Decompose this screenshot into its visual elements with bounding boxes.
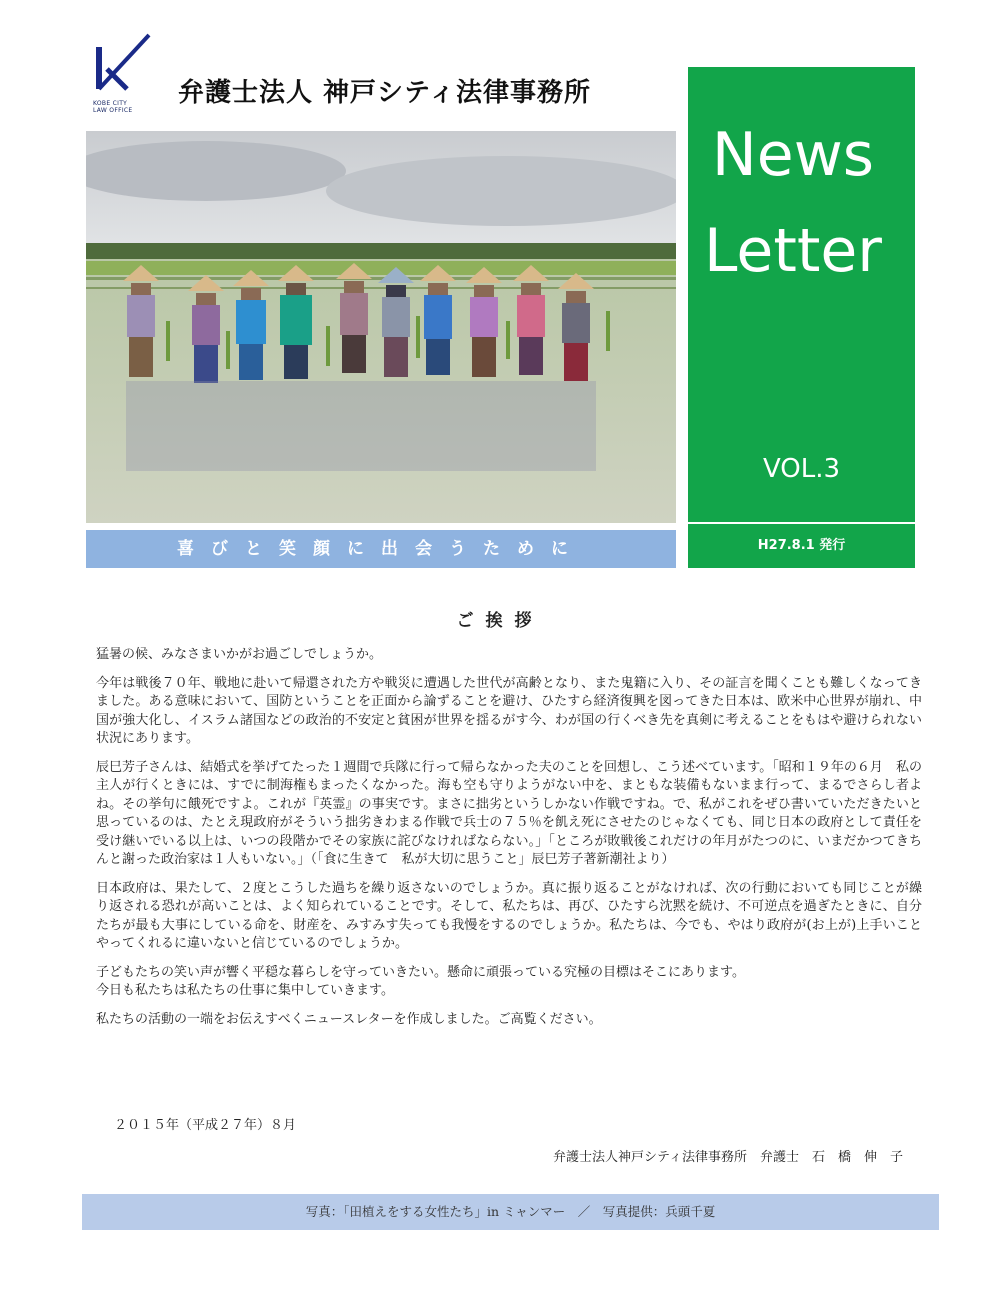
greeting-paragraph: 辰巳芳子さんは、結婚式を挙げてたった１週間で兵隊に行って帰らなかった夫のことを回想し、こう述べています。「昭和１９年の６月 私の主人が行くときには、すでに制海権もまったくなかった。海も空も守りようがない中を、まともな装備もないまま行って、まるでさらし者よね。その挙句に餓死ですよ。これが『英霊』の事実です。まさに拙劣というしかない作戦ですね。で、私がこれをぜひ書いていただきたいと思っているのは、たとえ現政府がそういう拙劣きわまる作戦で兵士の７５％を飢え死にさせたのじゃなくても、同じ日本の政府として責任を受け継いでいる以上は、いつの段階かでその家族に詫びなければならない。」「ところが敗戦後これだけの年月がたつのに、いまだかつてきちんと謝った政治家は１人もいない。」（「食に生きて 私が大切に思うこと」辰巳芳子著新潮社より） (96, 759, 922, 867)
greeting-paragraph: 日本政府は、果たして、２度とこうした過ちを繰り返さないのでしょうか。真に振り返ることがなければ、次の行動においても同じことが繰り返される恐れが高いことは、よく知られていることです。そして、私たちは、再び、ひたすら沈黙を続け、不可逆点を過ぎたときに、自分たちが最も大事にしている命を、財産を、みすみす失っても我慢をするのでしょうか。私たちは、今でも、やはり政府が(お上が)上手いことやってくれるに違いないと信じているのでしょうか。 (96, 880, 922, 951)
greeting-paragraph: 今年は戦後７０年、戦地に赴いて帰還された方や戦災に遭遇した世代が高齢となり、また鬼籍に入り、その証言を聞くことも難しくなってきました。ある意味において、国防ということを正面から論ずることを避け、ひたすら経済復興を図ってきた日本は、欧米中心世界が崩れ、中国が強大化し、イスラム諸国などの政治的不安定と貧困が世界を揺るがす今、わが国の行くべき先を真剣に考えることをもはや避けられない状況にあります。 (96, 675, 922, 746)
greeting-paragraph: 子どもたちの笑い声が響く平穏な暮らしを守っていきたい。懸命に頑張っている究極の目標はそこにあります。 今日も私たちは私たちの仕事に集中していきます。 (96, 964, 745, 998)
newsletter-panel (688, 67, 915, 522)
tagline-banner: 喜びと笑顔に出会うために (86, 530, 676, 568)
logo-text-line1: KOBE CITY (93, 100, 128, 107)
volume-label: VOL.3 (762, 454, 841, 484)
photo-caption: 写真：「田植えをする女性たち」in ミャンマー ／ 写真提供：兵頭千夏 (82, 1194, 939, 1230)
logo-text (93, 100, 132, 114)
issue-date: H27.8.1 発行 (688, 524, 915, 568)
logo-text-line2: LAW OFFICE (93, 107, 133, 114)
greeting-title: ご挨拶 (456, 611, 544, 631)
greeting-paragraph: 猛暑の候、みなさまいかがお過ごしでしょうか。 (96, 647, 383, 662)
newsletter-title-line1: News (711, 120, 875, 190)
signature: 弁護士法人神戸シティ法律事務所 弁護士 石 橋 伸 子 (553, 1150, 903, 1165)
rice-planting-photo (86, 131, 676, 523)
firm-title: 弁護士法人 神戸シティ法律事務所 (178, 78, 591, 108)
newsletter-title (688, 107, 898, 299)
greeting-body (96, 646, 922, 1039)
logo-mark-icon (93, 33, 153, 103)
greeting-paragraph: 私たちの活動の一端をお伝えすべくニュースレターを作成しました。ご高覧ください。 (96, 1011, 602, 1027)
greeting-date: ２０１５年（平成２７年）８月 (114, 1118, 297, 1133)
newsletter-title-line2: Letter (704, 216, 882, 286)
